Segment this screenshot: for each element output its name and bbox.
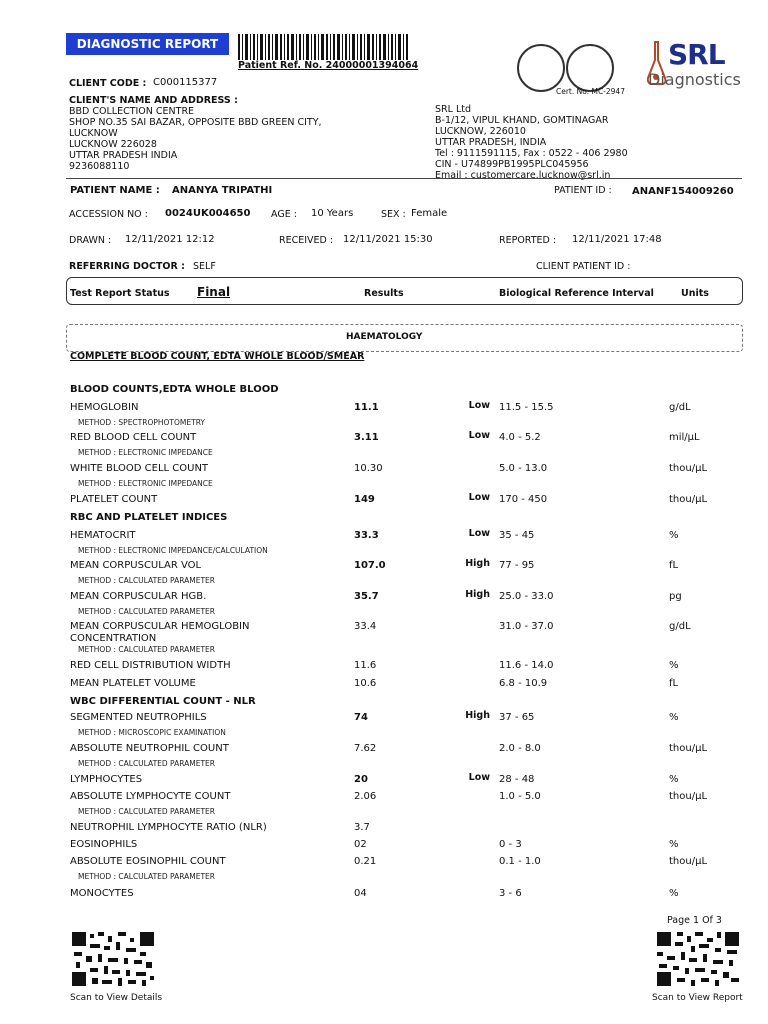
- test-range: 2.0 - 8.0: [499, 743, 541, 754]
- test-unit: %: [669, 660, 679, 671]
- test-flag: Low: [468, 528, 490, 539]
- logo-diagnostics-text: Diagnostics: [648, 70, 741, 89]
- patient-name: ANANYA TRIPATHI: [172, 185, 273, 196]
- lab-line: UTTAR PRADESH, INDIA: [435, 137, 547, 148]
- test-unit: %: [669, 774, 679, 785]
- cert-number: Cert. No. MC-2947: [556, 87, 625, 96]
- reported-time: 12/11/2021 17:48: [572, 234, 662, 245]
- test-range: 35 - 45: [499, 530, 535, 541]
- patient-id: ANANF154009260: [632, 186, 734, 197]
- test-value: 10.6: [354, 678, 377, 689]
- interval-header: Biological Reference Interval: [499, 288, 654, 299]
- test-name: MEAN CORPUSCULAR HEMOGLOBIN: [70, 621, 250, 632]
- test-range: 28 - 48: [499, 774, 535, 785]
- test-flag: High: [465, 710, 490, 721]
- test-flag: Low: [468, 772, 490, 783]
- status-value: Final: [197, 285, 231, 299]
- test-value: 3.7: [354, 822, 370, 833]
- report-title-banner: DIAGNOSTIC REPORT: [66, 33, 229, 55]
- lab-address: [435, 104, 628, 181]
- test-unit: %: [669, 839, 679, 850]
- client-code-label: CLIENT CODE :: [69, 78, 147, 89]
- test-method: METHOD : ELECTRONIC IMPEDANCE: [78, 448, 213, 457]
- test-name: RED CELL DISTRIBUTION WIDTH: [70, 660, 231, 671]
- client-name-label: CLIENT'S NAME AND ADDRESS :: [69, 95, 238, 106]
- test-name: MONOCYTES: [70, 888, 134, 899]
- test-unit: thou/µL: [669, 856, 708, 867]
- test-range: 170 - 450: [499, 494, 548, 505]
- lab-line: Tel : 9111591115, Fax : 0522 - 406 2980: [435, 148, 628, 159]
- test-name: ABSOLUTE NEUTROPHIL COUNT: [70, 743, 229, 754]
- test-value: 10.30: [354, 463, 383, 474]
- test-name: MEAN CORPUSCULAR HGB.: [70, 591, 207, 602]
- qr-code-report-icon[interactable]: [655, 930, 741, 988]
- test-method: METHOD : ELECTRONIC IMPEDANCE/CALCULATION: [78, 546, 268, 555]
- test-range: 31.0 - 37.0: [499, 621, 554, 632]
- scan-report-caption: Scan to View Report: [652, 993, 743, 1003]
- test-unit: fL: [669, 560, 679, 571]
- sex-label: SEX :: [381, 209, 406, 220]
- test-method: METHOD : MICROSCOPIC EXAMINATION: [78, 728, 226, 737]
- test-value: 20: [354, 774, 368, 785]
- test-name: HEMOGLOBIN: [70, 402, 139, 413]
- test-name: MEAN CORPUSCULAR VOL: [70, 560, 202, 571]
- department-title: HAEMATOLOGY: [346, 332, 423, 342]
- test-range: 25.0 - 33.0: [499, 591, 554, 602]
- test-name: NEUTROPHIL LYMPHOCYTE RATIO (NLR): [70, 822, 267, 833]
- section-blood-counts: BLOOD COUNTS,EDTA WHOLE BLOOD: [70, 384, 279, 395]
- scan-details-caption: Scan to View Details: [70, 993, 163, 1003]
- client-patient-id-label: CLIENT PATIENT ID :: [536, 261, 631, 272]
- doctor-value: SELF: [193, 261, 216, 272]
- test-unit: thou/µL: [669, 463, 708, 474]
- test-name: WHITE BLOOD CELL COUNT: [70, 463, 209, 474]
- test-flag: Low: [468, 400, 490, 411]
- test-flag: High: [465, 589, 490, 600]
- test-value: 149: [354, 494, 375, 505]
- test-unit: mil/µL: [669, 432, 700, 443]
- test-unit: %: [669, 712, 679, 723]
- divider: [66, 178, 742, 179]
- test-method: METHOD : CALCULATED PARAMETER: [78, 807, 216, 816]
- test-method: METHOD : CALCULATED PARAMETER: [78, 576, 216, 585]
- address-line: SHOP NO.35 SAI BAZAR, OPPOSITE BBD GREEN CITY,: [69, 117, 322, 128]
- test-unit: thou/µL: [669, 791, 708, 802]
- test-unit: fL: [669, 678, 679, 689]
- units-header: Units: [681, 288, 709, 299]
- test-unit: %: [669, 888, 679, 899]
- test-value: 33.3: [354, 530, 379, 541]
- reported-label: REPORTED :: [499, 235, 557, 246]
- test-range: 5.0 - 13.0: [499, 463, 548, 474]
- logo-srl-text: SRL: [668, 38, 725, 71]
- page-number: Page 1 Of 3: [667, 915, 722, 926]
- results-header: Results: [364, 288, 404, 299]
- test-method: METHOD : CALCULATED PARAMETER: [78, 645, 216, 654]
- doctor-label: REFERRING DOCTOR :: [69, 261, 185, 272]
- test-range: 6.8 - 10.9: [499, 678, 548, 689]
- test-name: ABSOLUTE EOSINOPHIL COUNT: [70, 856, 226, 867]
- test-range: 37 - 65: [499, 712, 535, 723]
- test-unit: pg: [669, 591, 682, 602]
- patient-id-label: PATIENT ID :: [554, 185, 612, 196]
- test-value: 02: [354, 839, 367, 850]
- test-value: 04: [354, 888, 367, 899]
- test-range: 3 - 6: [499, 888, 522, 899]
- test-method: METHOD : CALCULATED PARAMETER: [78, 759, 216, 768]
- test-value: 2.06: [354, 791, 377, 802]
- nabl-seal-icon: [517, 44, 565, 92]
- patient-name-label: PATIENT NAME :: [70, 185, 160, 196]
- address-line: LUCKNOW: [69, 128, 118, 139]
- address-line: LUCKNOW 226028: [69, 139, 157, 150]
- test-value: 35.7: [354, 591, 379, 602]
- test-value: 0.21: [354, 856, 377, 867]
- client-address: [69, 106, 322, 172]
- age-label: AGE :: [271, 209, 297, 220]
- qr-code-details-icon[interactable]: [70, 930, 156, 988]
- drawn-time: 12/11/2021 12:12: [125, 234, 215, 245]
- drawn-label: DRAWN :: [69, 235, 112, 246]
- test-range: 1.0 - 5.0: [499, 791, 541, 802]
- address-line: UTTAR PRADESH INDIA: [69, 150, 178, 161]
- test-value: 7.62: [354, 743, 377, 754]
- test-method: METHOD : CALCULATED PARAMETER: [78, 607, 216, 616]
- test-unit: thou/µL: [669, 494, 708, 505]
- test-name: SEGMENTED NEUTROPHILS: [70, 712, 207, 723]
- received-time: 12/11/2021 15:30: [343, 234, 433, 245]
- test-name: LYMPHOCYTES: [70, 774, 143, 785]
- test-value: 33.4: [354, 621, 377, 632]
- test-range: 11.6 - 14.0: [499, 660, 554, 671]
- test-value: 11.1: [354, 402, 379, 413]
- test-flag: Low: [468, 430, 490, 441]
- lab-line: LUCKNOW, 226010: [435, 126, 526, 137]
- client-code: C000115377: [153, 77, 218, 88]
- test-value: 11.6: [354, 660, 377, 671]
- test-range: 4.0 - 5.2: [499, 432, 541, 443]
- patient-barcode: [238, 34, 410, 60]
- test-range: 0 - 3: [499, 839, 522, 850]
- test-name: HEMATOCRIT: [70, 530, 136, 541]
- accession-label: ACCESSION NO :: [69, 209, 148, 220]
- test-unit: g/dL: [669, 402, 691, 413]
- test-unit: %: [669, 530, 679, 541]
- status-label: Test Report Status: [70, 288, 170, 299]
- test-value: 107.0: [354, 560, 386, 571]
- test-method: METHOD : ELECTRONIC IMPEDANCE: [78, 479, 213, 488]
- test-value: 74: [354, 712, 368, 723]
- test-method: METHOD : SPECTROPHOTOMETRY: [78, 418, 206, 427]
- test-name: EOSINOPHILS: [70, 839, 138, 850]
- test-unit: g/dL: [669, 621, 691, 632]
- test-name: MEAN PLATELET VOLUME: [70, 678, 196, 689]
- age-value: 10 Years: [311, 208, 354, 219]
- test-flag: Low: [468, 492, 490, 503]
- patient-ref-number: Patient Ref. No. 24000001394064: [238, 60, 419, 71]
- sex-value: Female: [411, 208, 448, 219]
- test-value: 3.11: [354, 432, 379, 443]
- address-line: 9236088110: [69, 161, 130, 172]
- lab-line: B-1/12, VIPUL KHAND, GOMTINAGAR: [435, 115, 609, 126]
- section-rbc-indices: RBC AND PLATELET INDICES: [70, 512, 228, 523]
- test-method: METHOD : CALCULATED PARAMETER: [78, 872, 216, 881]
- cap-seal-icon: [566, 44, 614, 92]
- test-range: 0.1 - 1.0: [499, 856, 541, 867]
- panel-title: COMPLETE BLOOD COUNT, EDTA WHOLE BLOOD/SMEAR: [70, 351, 365, 362]
- lab-line: SRL Ltd: [435, 104, 471, 115]
- test-flag: High: [465, 558, 490, 569]
- test-name-cont: CONCENTRATION: [70, 633, 157, 644]
- accession-number: 0024UK004650: [165, 208, 251, 219]
- test-unit: thou/µL: [669, 743, 708, 754]
- test-range: 11.5 - 15.5: [499, 402, 554, 413]
- test-name: ABSOLUTE LYMPHOCYTE COUNT: [70, 791, 231, 802]
- lab-line: CIN - U74899PB1995PLC045956: [435, 159, 589, 170]
- section-wbc-differential: WBC DIFFERENTIAL COUNT - NLR: [70, 696, 256, 707]
- address-line: BBD COLLECTION CENTRE: [69, 106, 195, 117]
- test-name: RED BLOOD CELL COUNT: [70, 432, 197, 443]
- test-name: PLATELET COUNT: [70, 494, 158, 505]
- test-range: 77 - 95: [499, 560, 535, 571]
- received-label: RECEIVED :: [279, 235, 334, 246]
- lab-line: Email : customercare.lucknow@srl.in: [435, 170, 611, 181]
